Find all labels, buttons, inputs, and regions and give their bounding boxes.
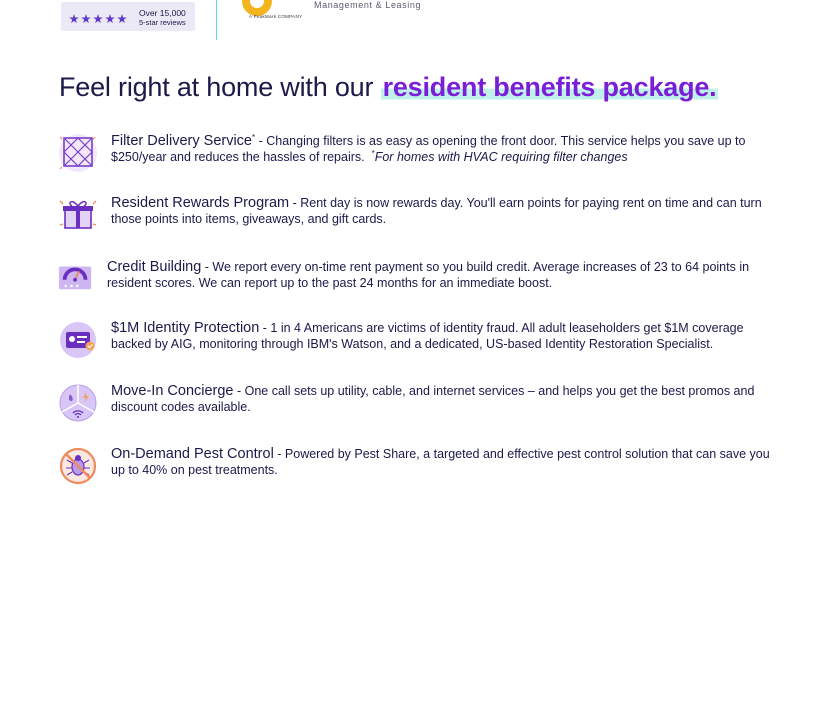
headline-lead: Feel right at home with our bbox=[59, 72, 381, 102]
benefit-text bbox=[111, 320, 777, 352]
benefit-description: We report every on-time rent payment so you build credit. Average increases of 23 to 64 points in resident scores. We can report up to the past 24 months for an immediate boost. bbox=[107, 260, 750, 290]
star-icon bbox=[93, 14, 103, 24]
benefit-title: Move-In Concierge bbox=[111, 383, 234, 399]
utilities-icon bbox=[58, 383, 98, 423]
svg-text:★ ★ ★: ★ ★ ★ bbox=[63, 284, 80, 290]
benefit-separator: - bbox=[289, 196, 301, 210]
benefit-title: On-Demand Pest Control bbox=[111, 446, 274, 462]
benefit-separator: - bbox=[201, 260, 213, 274]
star-icon bbox=[81, 14, 91, 24]
star-icon bbox=[69, 14, 79, 24]
benefit-description: Changing filters is as easy as opening the front door. This service helps you save up to $250/year and reduces the hassles of repairs. bbox=[111, 134, 746, 164]
footnote-mark: * bbox=[252, 132, 256, 142]
benefit-separator: - bbox=[233, 384, 245, 398]
credit-gauge-icon bbox=[57, 257, 95, 295]
footnote-mark: * bbox=[371, 148, 375, 158]
star-icon bbox=[117, 14, 127, 24]
benefit-text bbox=[111, 446, 777, 478]
headline-accent: resident benefits package. bbox=[382, 72, 717, 102]
benefit-description: Powered by Pest Share, a targeted and effective pest control solution that can save you up to 40% on pest treatments. bbox=[111, 447, 770, 477]
benefit-title: $1M Identity Protection bbox=[111, 320, 260, 336]
reviews-badge bbox=[61, 2, 195, 31]
benefit-footnote: For homes with HVAC requiring filter changes bbox=[374, 150, 628, 164]
benefit-text bbox=[111, 383, 777, 415]
benefit-separator: - bbox=[255, 134, 267, 148]
benefit-text bbox=[111, 133, 777, 165]
logo-tagline: A PeakMark COMPANY bbox=[249, 14, 303, 19]
page-header bbox=[0, 0, 834, 42]
benefit-title: Filter Delivery Service bbox=[111, 133, 252, 149]
benefit-title: Resident Rewards Program bbox=[111, 195, 290, 211]
benefit-title: Credit Building bbox=[107, 259, 202, 275]
benefit-separator: - bbox=[259, 321, 271, 335]
filter-icon bbox=[58, 133, 98, 173]
reviews-count: Over 15,000 bbox=[139, 8, 186, 18]
benefit-description: Rent day is now rewards day. You'll earn points for paying rent on time and can turn those points into items, giveaways, and gift cards. bbox=[111, 196, 762, 226]
benefit-description: 1 in 4 Americans are victims of identity fraud. All adult leaseholders get $1M coverage backed by AIG, monitoring through IBM's Watson, and a dedicated, US-based Identity Restoration Specialist. bbox=[111, 321, 744, 351]
five-star-rating bbox=[69, 11, 129, 23]
pest-control-icon bbox=[58, 446, 98, 486]
reviews-label: 5-star reviews bbox=[139, 18, 186, 27]
logo-text: Management & Leasing bbox=[314, 0, 422, 10]
star-icon bbox=[105, 14, 115, 24]
gift-icon bbox=[58, 195, 98, 235]
benefit-separator: - bbox=[273, 447, 285, 461]
header-divider bbox=[216, 0, 217, 40]
page-title bbox=[59, 72, 819, 103]
benefit-text bbox=[107, 259, 773, 291]
id-card-icon bbox=[58, 320, 98, 360]
benefit-description: One call sets up utility, cable, and internet services – and helps you get the best promos and discount codes available. bbox=[111, 384, 755, 414]
benefit-text bbox=[111, 195, 777, 227]
